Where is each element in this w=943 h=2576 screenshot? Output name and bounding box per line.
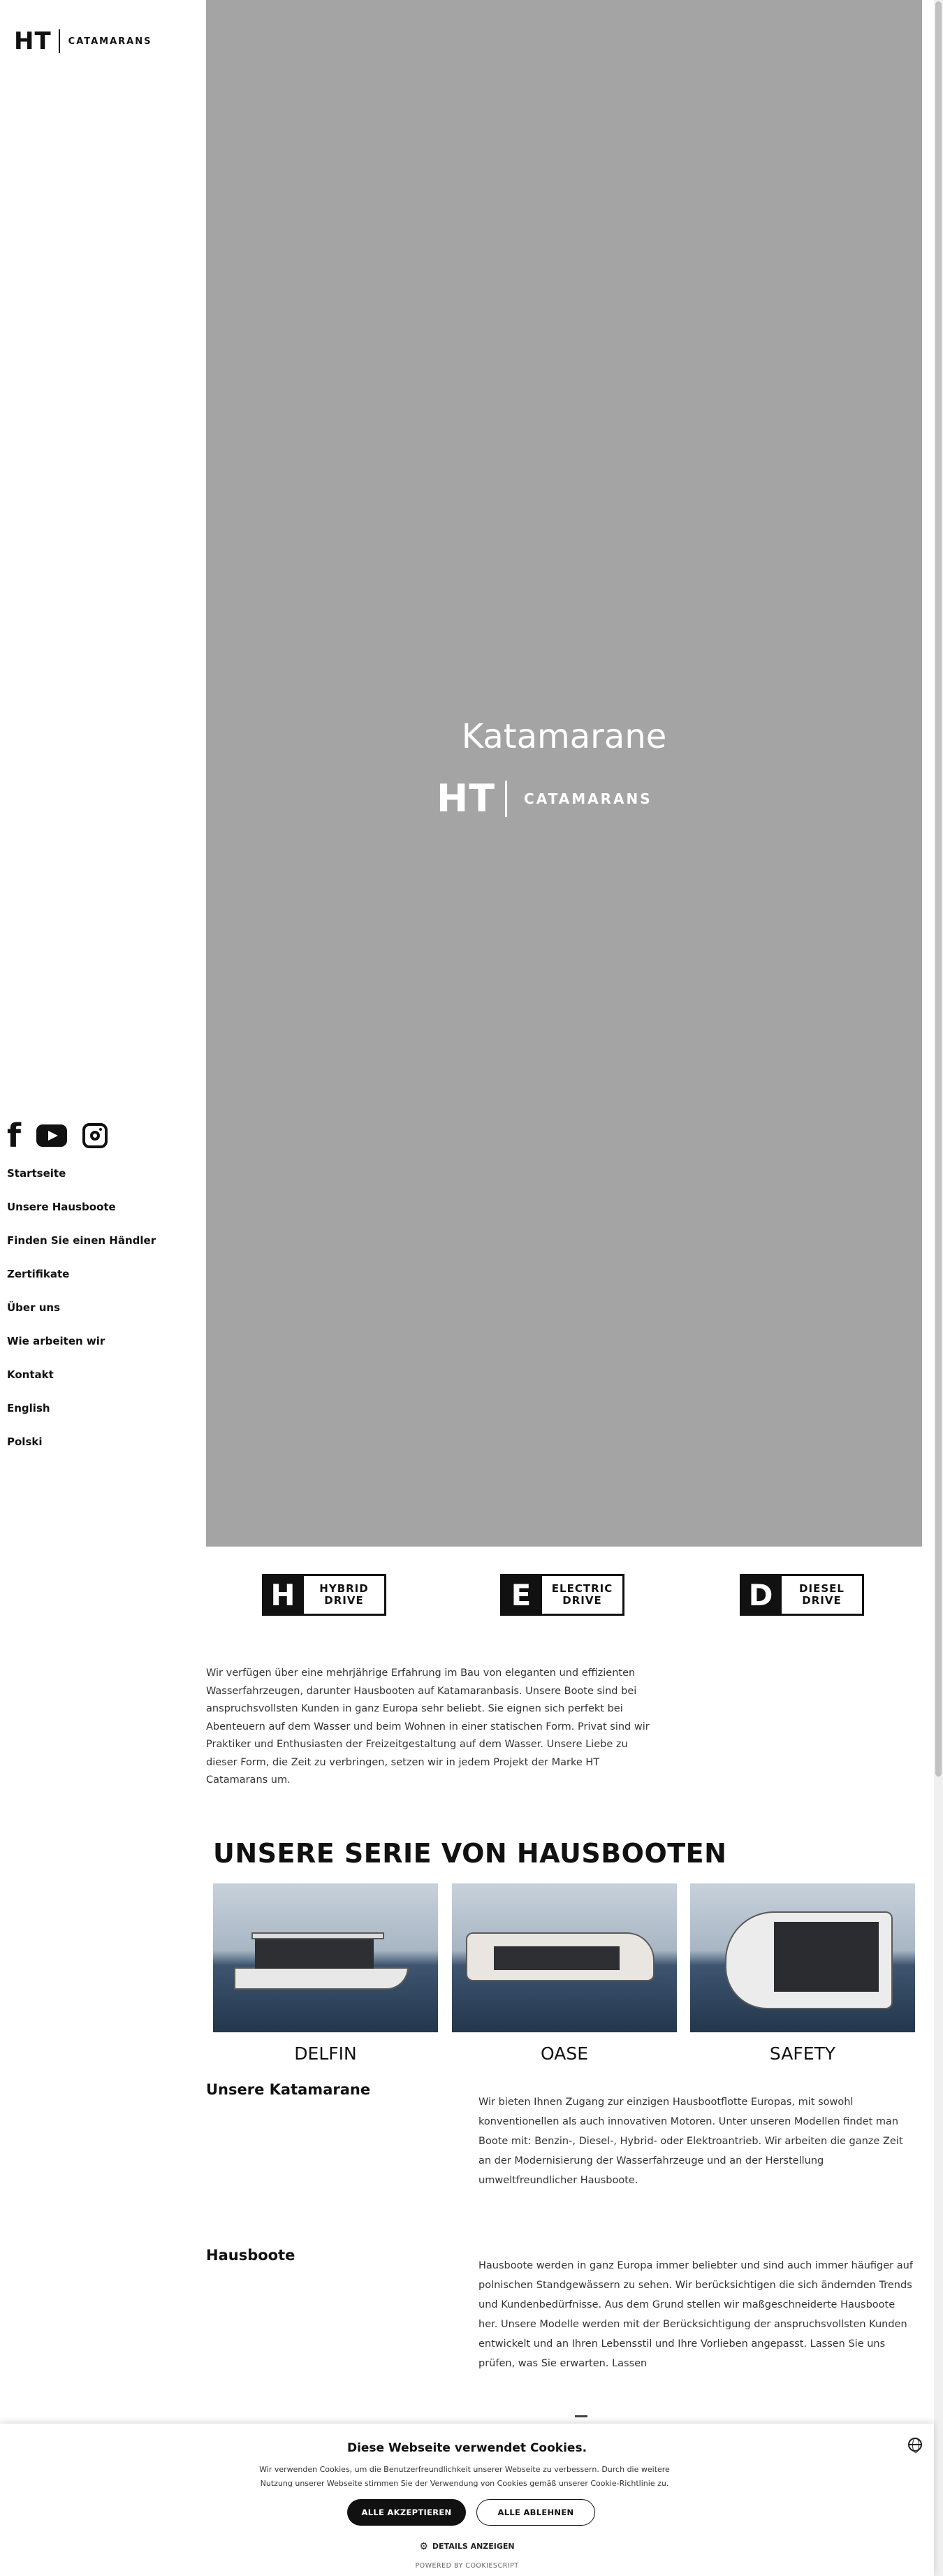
hybrid-drive-line1: HYBRID: [319, 1582, 369, 1595]
section-heading-katamarane: Unsere Katamarane: [206, 2081, 371, 2098]
social-links: [7, 1117, 108, 1155]
nav-item-polski[interactable]: Polski: [7, 1435, 43, 1448]
section-text-katamarane: Wir bieten Ihnen Zugang zur einzigen Hausbootflotte Europas, mit sowohl konventionellen als auch innovativen Motoren. Unter unseren Modellen findet man Boote mit: Benzin-, Diesel-, Hybrid- oder Elektroantrieb. Wir arbeiten die ganze Zeit an der Modernisierung der Wasserfahrzeuge und an der Herstellung umweltfreundlicher Hausboote.: [478, 2097, 903, 2186]
accept-all-button[interactable]: ALLE AKZEPTIEREN: [347, 2499, 466, 2526]
page-scrollbar[interactable]: [934, 0, 943, 2576]
hero-logo: [437, 776, 652, 820]
hero-logo-catamarans: CATAMARANS: [524, 790, 652, 807]
hero-logo-divider: [505, 781, 507, 817]
scroll-indicator[interactable]: [575, 2415, 587, 2417]
boat-image-delfin[interactable]: [213, 1883, 438, 2032]
electric-drive-letter: E: [500, 1574, 542, 1616]
nav-item-kontakt[interactable]: Kontakt: [7, 1368, 54, 1381]
boat-image-safety[interactable]: [690, 1883, 915, 2032]
electric-drive-line1: ELECTRIC: [551, 1582, 613, 1595]
show-details-label: DETAILS ANZEIGEN: [432, 2542, 515, 2551]
diesel-drive-badge: [740, 1574, 864, 1616]
nav-item-zertifikate[interactable]: Zertifikate: [7, 1268, 70, 1280]
cookie-text: Wir verwenden Cookies, um die Benutzerfreundlichkeit unserer Webseite zu verbessern. Durch die weitere Nutzung unserer Webseite stimmen Sie der Verwendung von Cookies gemäß unserer Cookie-Richtlinie zu.: [259, 2465, 670, 2488]
hybrid-drive-line2: DRIVE: [324, 1594, 364, 1607]
section-heading-hausboote: Hausboote: [206, 2247, 295, 2264]
powered-by[interactable]: POWERED BY COOKIESCRIPT: [415, 2562, 519, 2570]
boat-name-oase[interactable]: OASE: [540, 2043, 588, 2064]
electric-drive-line2: DRIVE: [562, 1594, 602, 1607]
intro-text: Wir verfügen über eine mehrjährige Erfahrung im Bau von eleganten und effizienten Wasserfahrzeugen, darunter Hausbooten auf Katamaranbasis. Unsere Boote sind bei anspruchsvollsten Kunden in ganz Europa sehr beliebt. Sie eignen sich perfekt bei Abenteuern auf dem Wasser und beim Wohnen in einer statischen Form. Privat sind wir Praktiker und Enthusiasten der Freizeitgestaltung auf dem Wasser. Unsere Liebe zu dieser Form, die Zeit zu verbringen, setzen wir in jedem Projekt der Marke HT Catamarans um.: [206, 1667, 650, 1786]
diesel-drive-letter: D: [740, 1574, 782, 1616]
cookie-banner: [0, 2424, 934, 2576]
scrollbar-thumb[interactable]: [935, 1, 942, 1777]
hero-logo-ht: HT: [437, 776, 496, 820]
boat-name-safety[interactable]: SAFETY: [769, 2043, 836, 2064]
instagram-icon[interactable]: [82, 1123, 108, 1148]
hybrid-drive-letter: H: [262, 1574, 304, 1616]
electric-drive-badge: [500, 1574, 624, 1616]
boat-name-delfin[interactable]: DELFIN: [294, 2043, 357, 2064]
cookie-title: Diese Webseite verwendet Cookies.: [346, 2441, 587, 2455]
nav-item-haendler[interactable]: Finden Sie einen Händler: [7, 1234, 156, 1247]
nav-item-startseite[interactable]: Startseite: [7, 1167, 66, 1180]
show-details-link[interactable]: [0, 2541, 934, 2552]
logo-ht: HT: [14, 27, 52, 55]
decline-all-button[interactable]: ALLE ABLEHNEN: [476, 2499, 595, 2526]
hybrid-drive-badge: [262, 1574, 386, 1616]
diesel-drive-line2: DRIVE: [802, 1594, 842, 1607]
logo-catamarans: CATAMARANS: [68, 36, 152, 47]
hero-title: Katamarane: [461, 717, 667, 756]
site-logo[interactable]: [14, 29, 152, 53]
boat-card-oase[interactable]: [452, 1883, 677, 2064]
boat-image-oase[interactable]: [452, 1883, 677, 2032]
hero-banner: [206, 0, 922, 1547]
section-text-hausboote: Hausboote werden in ganz Europa immer beliebter und sind auch immer häufiger auf polnischen Standgewässern zu sehen. Wir berücksichtigen die sich ändernden Trends und Kundenbedürfnisse. Aus dem Grund stellen wir maßgeschneiderte Hausboote her. Unsere Modelle werden mit der Berücksichtigung der anspruchsvollsten Kunden entwickelt und an Ihren Lebensstil und Ihre Vorlieben angepasst. Lassen Sie uns prüfen, was Sie erwarten. Lassen: [478, 2260, 913, 2369]
main-nav: [7, 1167, 156, 1469]
nav-item-english[interactable]: English: [7, 1402, 50, 1414]
gear-icon: ⚙: [419, 2541, 428, 2552]
facebook-icon[interactable]: f: [7, 1117, 22, 1155]
boat-card-safety[interactable]: [690, 1883, 915, 2064]
nav-item-wie-arbeiten-wir[interactable]: Wie arbeiten wir: [7, 1335, 105, 1347]
nav-item-ueber-uns[interactable]: Über uns: [7, 1301, 60, 1314]
nav-item-hausboote[interactable]: Unsere Hausboote: [7, 1201, 116, 1213]
youtube-icon[interactable]: [36, 1124, 67, 1147]
series-title: UNSERE SERIE VON HAUSBOOTEN: [213, 1838, 727, 1869]
boat-card-delfin[interactable]: [213, 1883, 438, 2064]
logo-divider: [59, 29, 60, 53]
diesel-drive-line1: DIESEL: [799, 1582, 845, 1595]
